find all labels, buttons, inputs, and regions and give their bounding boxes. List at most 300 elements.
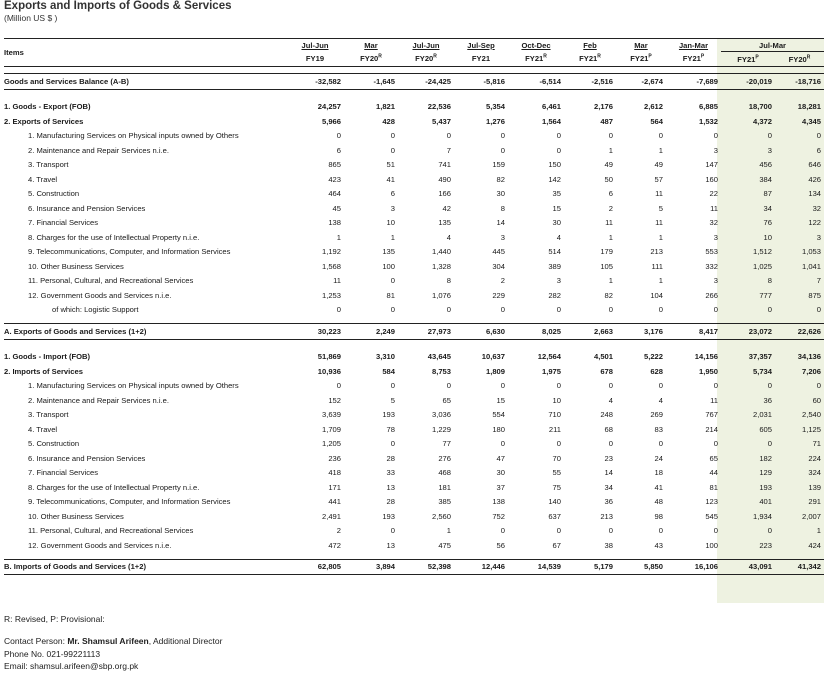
table-cell: 1,076: [431, 290, 451, 300]
footnote-revised: R: Revised, P: Provisional:: [4, 614, 105, 624]
year-status: R: [378, 53, 382, 60]
table-cell: 193: [759, 482, 772, 492]
row-label: 12. Government Goods and Services n.i.e.: [28, 540, 172, 550]
exports-services-row: [4, 114, 824, 129]
table-cell: 0: [500, 526, 505, 536]
table-cell: 150: [548, 160, 561, 170]
table-cell: 2: [608, 203, 613, 213]
table-cell: 1,205: [321, 439, 341, 449]
table-cell: 28: [386, 497, 395, 507]
period-header: Jul-Jun: [286, 39, 344, 52]
table-cell: 1,229: [431, 424, 451, 434]
year-label: FY21: [630, 54, 649, 64]
header-row-periods: [4, 39, 824, 52]
table-cell: 11: [605, 218, 613, 228]
balance-row: [4, 74, 824, 90]
table-cell: 12,564: [537, 352, 561, 362]
table-cell: 71: [812, 439, 822, 449]
table-cell: 401: [759, 497, 772, 507]
year-label: FY19: [305, 54, 325, 64]
table-cell: 490: [438, 174, 451, 184]
table-cell: 1: [608, 145, 613, 155]
table-cell: 554: [492, 410, 505, 420]
table-cell: 12,446: [454, 559, 508, 575]
year-status: R: [543, 53, 547, 60]
table-cell: 1: [336, 232, 341, 242]
table-cell: 6,461: [541, 102, 561, 112]
table-cell: 5,354: [485, 102, 505, 112]
year-header: [344, 52, 398, 67]
table-cell: 52,398: [398, 559, 454, 575]
table-cell: 384: [759, 174, 772, 184]
table-row: [4, 538, 824, 553]
table-row: [4, 393, 824, 408]
row-label: 10. Other Business Services: [28, 261, 124, 271]
table-cell: 7: [446, 145, 451, 155]
spacer-cell: [4, 67, 824, 74]
table-cell: 14,156: [694, 352, 718, 362]
page-title: Exports and Imports of Goods & Services: [4, 0, 232, 12]
table-cell: 24,257: [317, 102, 341, 112]
table-cell: 423: [328, 174, 341, 184]
table-cell: 0: [608, 305, 613, 315]
table-cell: 385: [438, 497, 451, 507]
table-cell: -18,716: [775, 74, 824, 90]
table-cell: 5,179: [564, 559, 616, 575]
table-cell: 134: [808, 189, 822, 199]
table-cell: 211: [548, 424, 561, 434]
table-cell: 545: [705, 511, 718, 521]
table-cell: 0: [446, 381, 451, 391]
table-row: [4, 201, 824, 216]
table-cell: 875: [808, 290, 822, 300]
table-cell: 5,966: [321, 116, 341, 126]
year-header: [564, 52, 616, 67]
table-cell: 2,540: [802, 410, 822, 420]
table-cell: 777: [759, 290, 772, 300]
table-cell: 41: [386, 174, 395, 184]
year-label: FY21: [579, 54, 598, 64]
table-cell: 0: [767, 381, 772, 391]
table-cell: 710: [548, 410, 561, 420]
table-cell: 3: [713, 232, 718, 242]
exports-goods-row: [4, 100, 824, 115]
year-header: [721, 52, 775, 67]
goods-services-table: [4, 38, 824, 575]
row-label: 9. Telecommunications, Computer, and Information Services: [28, 247, 231, 257]
spacer-row: [4, 339, 824, 350]
year-header: [616, 52, 666, 67]
table-cell: 55: [552, 468, 561, 478]
table-row: [4, 466, 824, 481]
table-cell: 76: [763, 218, 772, 228]
table-cell: 77: [442, 439, 451, 449]
table-cell: 138: [328, 218, 341, 228]
table-cell: 65: [442, 395, 451, 405]
table-cell: 2,007: [802, 511, 822, 521]
table-cell: 236: [328, 453, 341, 463]
table-cell: 1,053: [802, 247, 822, 257]
table-cell: 865: [328, 160, 341, 170]
table-cell: 266: [705, 290, 718, 300]
row-label: 4. Travel: [28, 174, 58, 184]
table-cell: 3: [390, 203, 395, 213]
table-cell: 81: [386, 290, 395, 300]
table-cell: 1,564: [541, 116, 561, 126]
row-label: 2. Exports of Services: [4, 116, 84, 126]
table-cell: 10,637: [481, 352, 505, 362]
table-cell: 2,612: [643, 102, 663, 112]
table-cell: 3,176: [616, 324, 666, 340]
contact-name: Mr. Shamsul Arifeen: [67, 636, 149, 646]
table-cell: 0: [390, 439, 395, 449]
table-row: [4, 509, 824, 524]
table-cell: 23,072: [721, 324, 775, 340]
table-cell: 0: [608, 439, 613, 449]
table-row: [4, 187, 824, 202]
table-cell: 43,091: [721, 559, 775, 575]
table-cell: 646: [808, 160, 822, 170]
table-cell: 324: [808, 468, 822, 478]
table-cell: 2,176: [593, 102, 613, 112]
table-cell: 48: [654, 497, 663, 507]
table-cell: 553: [705, 247, 718, 257]
table-cell: 2,663: [564, 324, 616, 340]
table-cell: 0: [658, 381, 663, 391]
table-row: [4, 274, 824, 289]
table-cell: 67: [552, 540, 561, 550]
row-label: B. Imports of Goods and Services (1+2): [4, 559, 286, 575]
table-cell: 87: [763, 189, 772, 199]
table-cell: 424: [808, 540, 822, 550]
table-cell: 0: [658, 526, 663, 536]
table-cell: 628: [650, 366, 663, 376]
table-cell: 36: [604, 497, 613, 507]
table-cell: 81: [709, 482, 718, 492]
table-cell: 8: [446, 276, 451, 286]
table-cell: 122: [808, 218, 822, 228]
table-cell: 3: [713, 145, 718, 155]
year-header: [775, 52, 824, 67]
table-cell: 224: [808, 453, 822, 463]
table-cell: 282: [548, 290, 561, 300]
table-cell: 4: [556, 232, 561, 242]
table-cell: 464: [328, 189, 341, 199]
table-cell: 584: [382, 366, 395, 376]
table-cell: 0: [556, 145, 561, 155]
table-cell: 2,491: [321, 511, 341, 521]
table-cell: 45: [332, 203, 341, 213]
table-cell: 34,136: [797, 352, 822, 362]
table-cell: 1: [816, 526, 822, 536]
table-cell: 14: [604, 468, 613, 478]
table-cell: 159: [492, 160, 505, 170]
table-cell: 34: [763, 203, 772, 213]
table-cell: 1,328: [431, 261, 451, 271]
table-cell: 37,357: [748, 352, 772, 362]
table-cell: 418: [328, 468, 341, 478]
table-cell: 0: [658, 439, 663, 449]
year-label: FY21: [737, 54, 756, 64]
table-cell: 30: [496, 189, 505, 199]
table-cell: 1,532: [698, 116, 718, 126]
year-label: FY20: [360, 54, 379, 64]
table-cell: 1: [658, 145, 663, 155]
table-cell: -5,816: [454, 74, 508, 90]
table-cell: 0: [816, 131, 822, 141]
table-cell: 4,372: [752, 116, 772, 126]
table-row: [4, 288, 824, 303]
contact-prefix: Contact Person:: [4, 636, 68, 646]
table-cell: 82: [496, 174, 505, 184]
table-cell: 22,626: [775, 324, 824, 340]
table-cell: 111: [651, 261, 663, 271]
table-cell: 1,934: [752, 511, 772, 521]
imports-services-row: [4, 364, 824, 379]
row-label: 1. Goods - Import (FOB): [4, 352, 91, 362]
table-cell: 332: [705, 261, 718, 271]
table-cell: 0: [390, 381, 395, 391]
table-cell: 1,512: [752, 247, 772, 257]
table-cell: 43: [654, 540, 663, 550]
table-cell: 0: [608, 526, 613, 536]
table-cell: 11: [710, 203, 718, 213]
period-header: Oct-Dec: [508, 39, 564, 52]
table-cell: 147: [705, 160, 718, 170]
table-cell: -20,019: [721, 74, 775, 90]
table-cell: 4: [608, 395, 613, 405]
table-cell: 41: [654, 482, 663, 492]
contact-phone: Phone No. 021-99221113: [4, 649, 101, 659]
table-cell: 11: [333, 276, 341, 286]
table-cell: 33: [386, 468, 395, 478]
table-cell: 10: [552, 395, 561, 405]
table-row: [4, 379, 824, 394]
table-cell: 41,342: [775, 559, 824, 575]
table-cell: 514: [548, 247, 561, 257]
row-label: 7. Financial Services: [28, 468, 99, 478]
table-cell: 22: [709, 189, 718, 199]
table-cell: 1,276: [485, 116, 505, 126]
table-cell: 223: [759, 540, 772, 550]
table-cell: 43,645: [427, 352, 451, 362]
table-cell: 0: [500, 131, 505, 141]
table-cell: 139: [808, 482, 822, 492]
year-status: R: [597, 53, 601, 60]
table-cell: 0: [767, 526, 772, 536]
row-label: 3. Transport: [28, 410, 69, 420]
table-cell: 10: [386, 218, 395, 228]
table-cell: 291: [808, 497, 822, 507]
table-cell: 5,850: [616, 559, 666, 575]
table-cell: 304: [492, 261, 505, 271]
row-label: 9. Telecommunications, Computer, and Information Services: [28, 497, 231, 507]
year-header: [454, 52, 508, 67]
row-label: 5. Construction: [28, 439, 80, 449]
row-label: 1. Goods - Export (FOB): [4, 102, 91, 112]
table-cell: 1,950: [698, 366, 718, 376]
row-label: 7. Financial Services: [28, 218, 99, 228]
year-status: R: [806, 53, 811, 60]
items-header-label: Items: [4, 48, 24, 57]
table-cell: 213: [650, 247, 663, 257]
table-cell: 3: [816, 232, 822, 242]
table-cell: 1: [390, 232, 395, 242]
table-cell: 171: [328, 482, 341, 492]
table-cell: 180: [492, 424, 505, 434]
table-cell: 193: [382, 410, 395, 420]
table-cell: 0: [608, 381, 613, 391]
table-cell: 42: [442, 203, 451, 213]
table-cell: 6: [608, 189, 613, 199]
table-cell: 1: [446, 526, 451, 536]
row-label: 2. Maintenance and Repair Services n.i.e.: [28, 145, 169, 155]
table-cell: 3: [556, 276, 561, 286]
table-row: [4, 451, 824, 466]
period-header: Jul-Jun: [398, 39, 454, 52]
table-cell: 60: [812, 395, 822, 405]
table-cell: 51: [386, 160, 395, 170]
table-cell: 2,560: [431, 511, 451, 521]
items-header: [4, 39, 286, 67]
table-cell: 182: [759, 453, 772, 463]
table-row: [4, 259, 824, 274]
table-cell: 468: [438, 468, 451, 478]
table-cell: 166: [438, 189, 451, 199]
period-header: Mar: [344, 39, 398, 52]
table-cell: 0: [658, 131, 663, 141]
table-cell: 10,936: [317, 366, 341, 376]
contact-person: [4, 636, 222, 646]
table-cell: 678: [600, 366, 613, 376]
row-label: 6. Insurance and Pension Services: [28, 203, 146, 213]
table-cell: 105: [600, 261, 613, 271]
table-cell: 0: [446, 305, 451, 315]
table-cell: 0: [556, 526, 561, 536]
table-cell: 78: [386, 424, 395, 434]
row-label: A. Exports of Goods and Services (1+2): [4, 324, 286, 340]
table-cell: 5,437: [431, 116, 451, 126]
row-label: 4. Travel: [28, 424, 58, 434]
table-cell: 6: [390, 189, 395, 199]
row-label: 2. Imports of Services: [4, 366, 83, 376]
table-cell: 13: [386, 482, 395, 492]
table-cell: 3,310: [375, 352, 395, 362]
table-cell: 752: [492, 511, 505, 521]
table-cell: 0: [608, 131, 613, 141]
table-cell: 70: [552, 453, 561, 463]
year-label: FY20: [788, 54, 807, 64]
table-cell: 0: [556, 131, 561, 141]
table-cell: 0: [713, 439, 718, 449]
table-cell: 57: [654, 174, 663, 184]
table-cell: 0: [767, 439, 772, 449]
table-cell: 2,031: [752, 410, 772, 420]
spacer-cell: [4, 89, 824, 100]
table-cell: 0: [500, 305, 505, 315]
table-cell: 1,041: [802, 261, 822, 271]
table-cell: 23: [604, 453, 613, 463]
table-cell: 1: [608, 276, 613, 286]
row-label: 11. Personal, Cultural, and Recreational Services: [28, 526, 194, 536]
row-label: of which: Logistic Support: [52, 305, 139, 315]
period-header: Feb: [564, 39, 616, 52]
table-cell: 564: [650, 116, 663, 126]
table-cell: 0: [390, 305, 395, 315]
table-cell: 32: [812, 203, 822, 213]
table-cell: 441: [328, 497, 341, 507]
table-cell: 83: [654, 424, 663, 434]
table-cell: 181: [438, 482, 451, 492]
table-cell: 1,192: [321, 247, 341, 257]
table-cell: 0: [500, 381, 505, 391]
table-cell: 7: [816, 276, 822, 286]
table-row: [4, 422, 824, 437]
table-cell: 445: [492, 247, 505, 257]
table-cell: 16,106: [666, 559, 721, 575]
table-cell: 2,249: [344, 324, 398, 340]
table-cell: -2,674: [616, 74, 666, 90]
row-label: 8. Charges for the use of Intellectual Property n.i.e.: [28, 232, 200, 242]
table-cell: 7,206: [802, 366, 822, 376]
table-cell: 179: [600, 247, 613, 257]
table-cell: 6,630: [454, 324, 508, 340]
table-cell: 0: [713, 305, 718, 315]
table-cell: 135: [382, 247, 395, 257]
table-cell: 129: [759, 468, 772, 478]
table-cell: 0: [658, 305, 663, 315]
table-cell: 0: [713, 381, 718, 391]
table-cell: 8: [767, 276, 772, 286]
table-cell: 8,025: [508, 324, 564, 340]
table-cell: 18,281: [797, 102, 822, 112]
table-cell: 0: [446, 131, 451, 141]
row-label: 6. Insurance and Pension Services: [28, 453, 146, 463]
table-cell: 140: [548, 497, 561, 507]
table-cell: 30: [496, 468, 505, 478]
year-header: [508, 52, 564, 67]
table-row: [4, 408, 824, 423]
table-cell: 248: [600, 410, 613, 420]
table-cell: 8: [500, 203, 505, 213]
row-label: 11. Personal, Cultural, and Recreational Services: [28, 276, 194, 286]
table-cell: 35: [552, 189, 561, 199]
table-cell: 0: [390, 276, 395, 286]
table-cell: 0: [816, 305, 822, 315]
table-cell: 472: [328, 540, 341, 550]
year-header: [398, 52, 454, 67]
table-cell: 32: [709, 218, 718, 228]
table-cell: 34: [604, 482, 613, 492]
table-cell: 426: [808, 174, 822, 184]
table-cell: 6: [336, 145, 341, 155]
table-cell: 135: [438, 218, 451, 228]
table-cell: 13: [386, 540, 395, 550]
table-cell: 11: [655, 218, 663, 228]
table-cell: 22,536: [427, 102, 451, 112]
table-cell: 49: [604, 160, 613, 170]
table-cell: 767: [705, 410, 718, 420]
table-cell: 0: [713, 131, 718, 141]
row-label: 10. Other Business Services: [28, 511, 124, 521]
table-cell: -32,582: [286, 74, 344, 90]
row-label: Goods and Services Balance (A-B): [4, 74, 286, 90]
table-cell: 0: [336, 305, 341, 315]
table-cell: 4: [658, 395, 663, 405]
table-cell: 276: [438, 453, 451, 463]
table-cell: 152: [328, 395, 341, 405]
table-cell: -6,514: [508, 74, 564, 90]
